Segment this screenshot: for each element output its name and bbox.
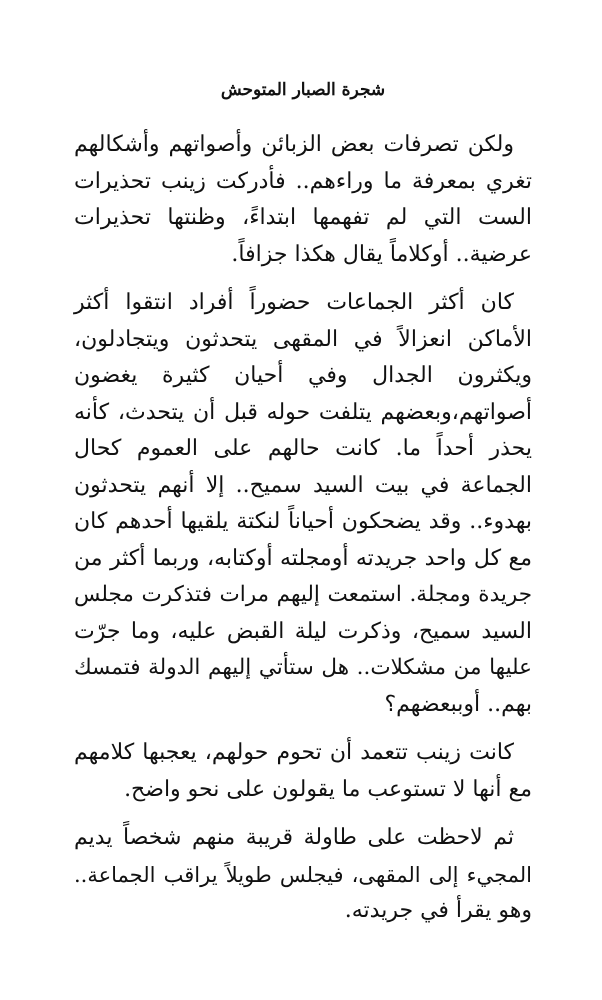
text-line: أصواتهم،وبعضهم يتلفت حوله قبل أن يتحدث، كأنه bbox=[74, 399, 532, 425]
text-line: بهدوء.. وقد يضحكون أحياناً لنكتة يلقيها أحدهم كان bbox=[74, 509, 532, 534]
text-line: الأماكن انعزالاً في المقهى يتحدثون ويتجادلون، bbox=[74, 326, 532, 352]
paragraph bbox=[74, 735, 532, 808]
text-line: يحذر أحداً ما. كانت حالهم على العموم كحال bbox=[74, 436, 532, 461]
text-line: كان أكثر الجماعات حضوراً أفراد انتقوا أكثر bbox=[74, 290, 514, 315]
paragraph bbox=[74, 127, 532, 273]
text-line: بهم.. أوببعضهم؟ bbox=[384, 691, 532, 717]
text-line: السيد سميح، وذكرت ليلة القبض عليه، وما جرّت bbox=[74, 618, 532, 644]
text-line: عليها من مشكلات.. هل ستأتي إليهم الدولة فتمسك bbox=[74, 655, 532, 680]
text-line: مع أنها لا تستوعب ما يقولون على نحو واضح. bbox=[124, 776, 532, 802]
text-line: ويكثرون الجدال وفي أحيان كثيرة يغضون bbox=[74, 363, 532, 388]
text-line: المجيء إلى المقهى، فيجلس طويلاً يراقب الجماعة.. bbox=[74, 862, 532, 887]
text-line: مع كل واحد جريدته أومجلته أوكتابه، وربما أكثر من bbox=[74, 545, 532, 571]
text-line: عرضية.. أوكلاماً يقال هكذا جزافاً. bbox=[231, 241, 532, 267]
text-line: كانت زينب تتعمد أن تحوم حولهم، يعجبها كلامهم bbox=[74, 740, 514, 765]
paragraph bbox=[74, 820, 532, 930]
text-line: جريدة ومجلة. استمعت إليهم مرات فتذكرت مجلس bbox=[74, 582, 532, 607]
text-line: الست التي لم تفهمها ابتداءً، وظنتها تحذيرات bbox=[74, 205, 532, 230]
text-line: تغري بمعرفة ما وراءهم.. فأدركت زينب تحذيرات bbox=[74, 168, 532, 194]
text-line: ثم لاحظت على طاولة قريبة منهم شخصاً يديم bbox=[74, 825, 514, 850]
text-line: ولكن تصرفات بعض الزبائن وأصواتهم وأشكالهم bbox=[74, 132, 514, 157]
paragraph bbox=[74, 285, 532, 723]
text-line: الجماعة في بيت السيد سميح.. إلا أنهم يتحدثون bbox=[74, 472, 532, 498]
text-line: وهو يقرأ في جريدته. bbox=[344, 898, 532, 923]
running-header: شجرة الصبار المتوحش bbox=[220, 80, 386, 100]
